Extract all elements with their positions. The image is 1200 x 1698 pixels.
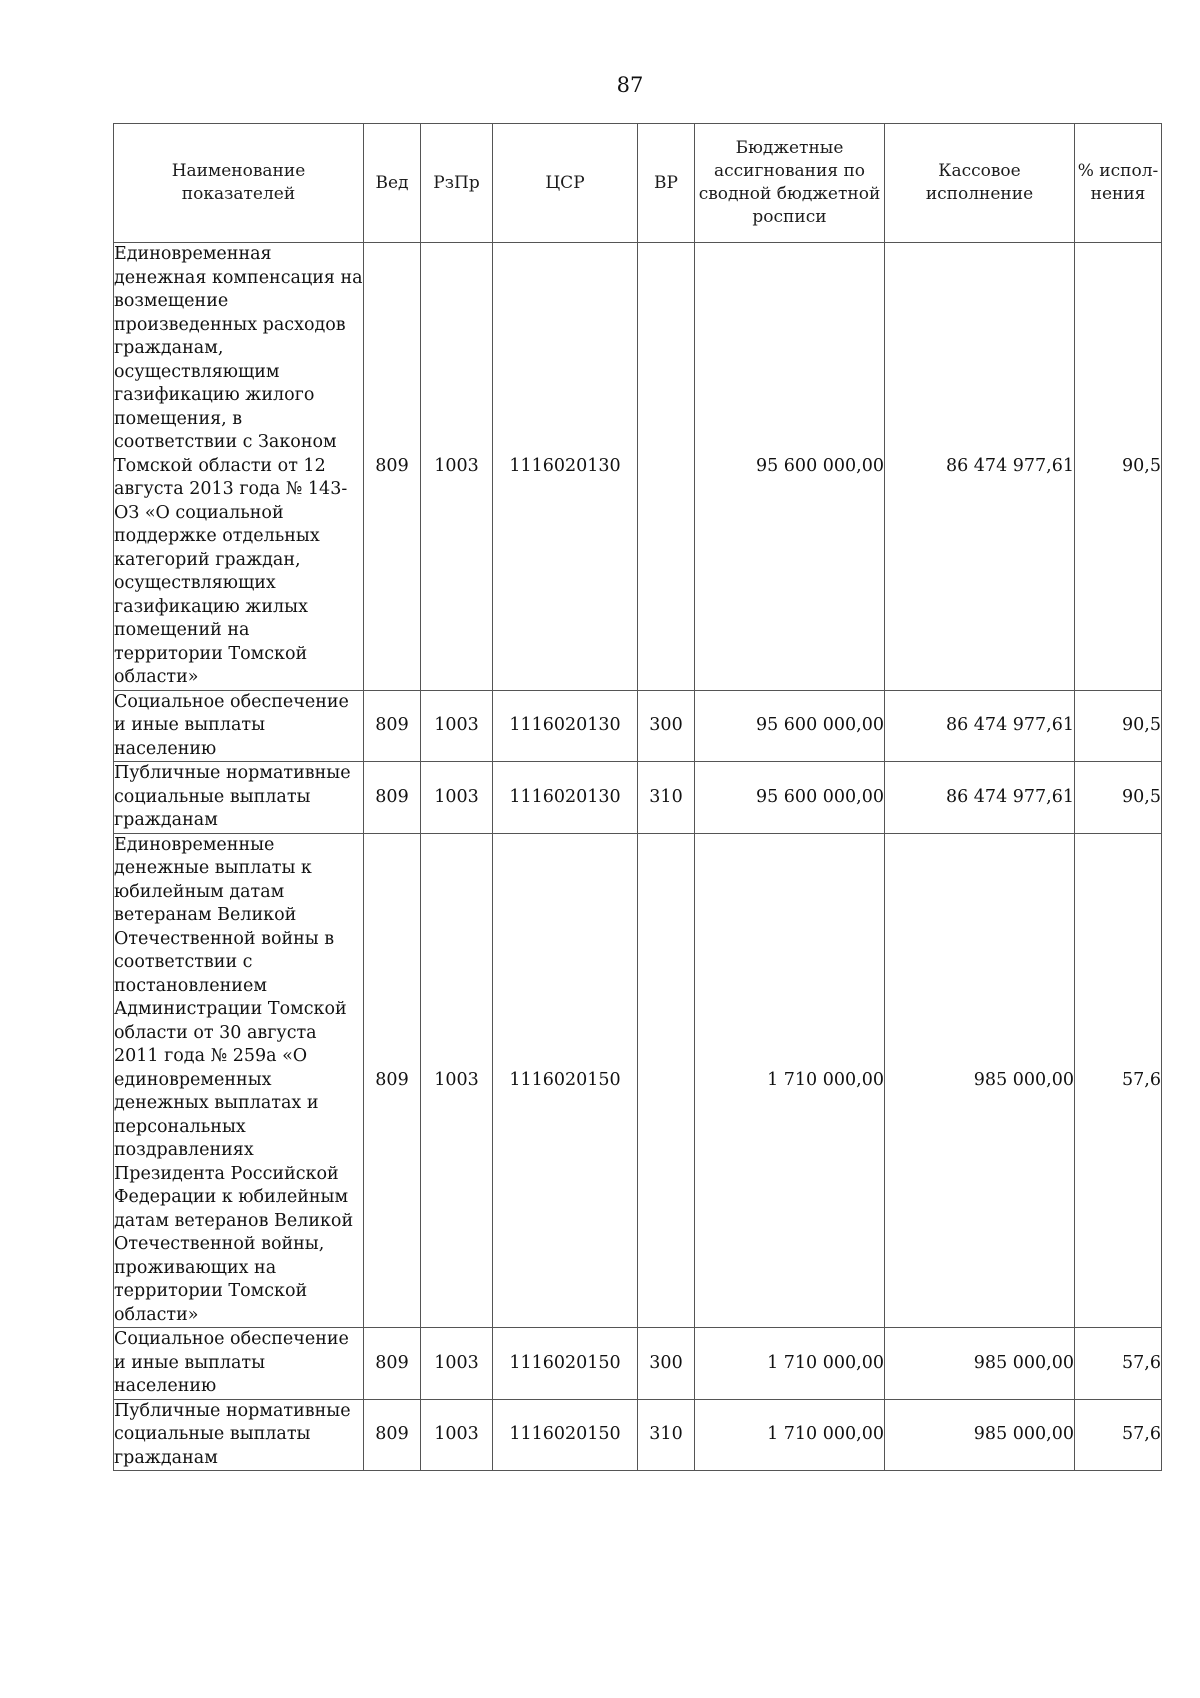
table-header xyxy=(114,124,1162,243)
table-row xyxy=(114,762,1162,834)
row-cash: 86 474 977,61 xyxy=(885,690,1075,762)
table-row xyxy=(114,1328,1162,1400)
row-rzpr: 1003 xyxy=(421,1399,493,1471)
header-name: Наименование показателей xyxy=(114,124,364,243)
row-vr: 300 xyxy=(638,690,695,762)
table-body xyxy=(114,243,1162,1471)
row-budget: 1 710 000,00 xyxy=(695,833,885,1328)
header-rzpr: РзПр xyxy=(421,124,493,243)
row-name: Социальное обеспечение и иные выплаты населению xyxy=(114,1328,364,1400)
row-cash: 86 474 977,61 xyxy=(885,762,1075,834)
row-cash: 985 000,00 xyxy=(885,833,1075,1328)
row-vr xyxy=(638,833,695,1328)
row-ved: 809 xyxy=(364,1399,421,1471)
row-percent: 90,5 xyxy=(1075,690,1162,762)
row-csr: 1116020130 xyxy=(493,243,638,691)
row-cash: 985 000,00 xyxy=(885,1399,1075,1471)
row-name: Публичные нормативные социальные выплаты гражданам xyxy=(114,762,364,834)
page-number: 87 xyxy=(616,73,644,97)
row-csr: 1116020150 xyxy=(493,833,638,1328)
header-row xyxy=(114,124,1162,243)
row-rzpr: 1003 xyxy=(421,833,493,1328)
row-name: Единовременные денежные выплаты к юбилейным датам ветеранам Великой Отечественной войны в соответствии с постановлением Администрации Томской области от 30 августа 2011 года № 259а «О единовременных денежных выплатах и персональных поздравлениях Президента Российской Федерации к юбилейным датам ветеранов Великой Отечественной войны, проживающих на территории Томской области» xyxy=(114,833,364,1328)
row-csr: 1116020130 xyxy=(493,762,638,834)
header-cash: Кассовое исполнение xyxy=(885,124,1075,243)
row-percent: 90,5 xyxy=(1075,243,1162,691)
row-csr: 1116020150 xyxy=(493,1399,638,1471)
row-percent: 57,6 xyxy=(1075,1328,1162,1400)
row-budget: 1 710 000,00 xyxy=(695,1399,885,1471)
table-row xyxy=(114,1399,1162,1471)
budget-execution-table xyxy=(113,123,1162,1471)
row-name: Единовременная денежная компенсация на возмещение произведенных расходов гражданам, осуществляющим газификацию жилого помещения, в соответствии с Законом Томской области от 12 августа 2013 года № 143-ОЗ «О социальной поддержке отдельных категорий граждан, осуществляющих газификацию жилых помещений на территории Томской области» xyxy=(114,243,364,691)
row-budget: 95 600 000,00 xyxy=(695,762,885,834)
row-cash: 86 474 977,61 xyxy=(885,243,1075,691)
row-rzpr: 1003 xyxy=(421,690,493,762)
row-ved: 809 xyxy=(364,762,421,834)
row-ved: 809 xyxy=(364,833,421,1328)
row-cash: 985 000,00 xyxy=(885,1328,1075,1400)
row-ved: 809 xyxy=(364,690,421,762)
row-vr xyxy=(638,243,695,691)
row-vr: 300 xyxy=(638,1328,695,1400)
row-ved: 809 xyxy=(364,1328,421,1400)
row-rzpr: 1003 xyxy=(421,762,493,834)
row-name: Социальное обеспечение и иные выплаты населению xyxy=(114,690,364,762)
row-ved: 809 xyxy=(364,243,421,691)
row-budget: 95 600 000,00 xyxy=(695,243,885,691)
row-budget: 1 710 000,00 xyxy=(695,1328,885,1400)
row-rzpr: 1003 xyxy=(421,1328,493,1400)
row-vr: 310 xyxy=(638,1399,695,1471)
row-percent: 57,6 xyxy=(1075,833,1162,1328)
table-row xyxy=(114,690,1162,762)
row-csr: 1116020130 xyxy=(493,690,638,762)
row-percent: 90,5 xyxy=(1075,762,1162,834)
row-vr: 310 xyxy=(638,762,695,834)
table-row xyxy=(114,833,1162,1328)
header-percent: % испол-нения xyxy=(1075,124,1162,243)
row-name: Публичные нормативные социальные выплаты гражданам xyxy=(114,1399,364,1471)
row-percent: 57,6 xyxy=(1075,1399,1162,1471)
header-vr: ВР xyxy=(638,124,695,243)
header-ved: Вед xyxy=(364,124,421,243)
header-budget: Бюджетные ассигнования по сводной бюджетной росписи xyxy=(695,124,885,243)
row-rzpr: 1003 xyxy=(421,243,493,691)
header-csr: ЦСР xyxy=(493,124,638,243)
row-csr: 1116020150 xyxy=(493,1328,638,1400)
row-budget: 95 600 000,00 xyxy=(695,690,885,762)
table-row xyxy=(114,243,1162,691)
